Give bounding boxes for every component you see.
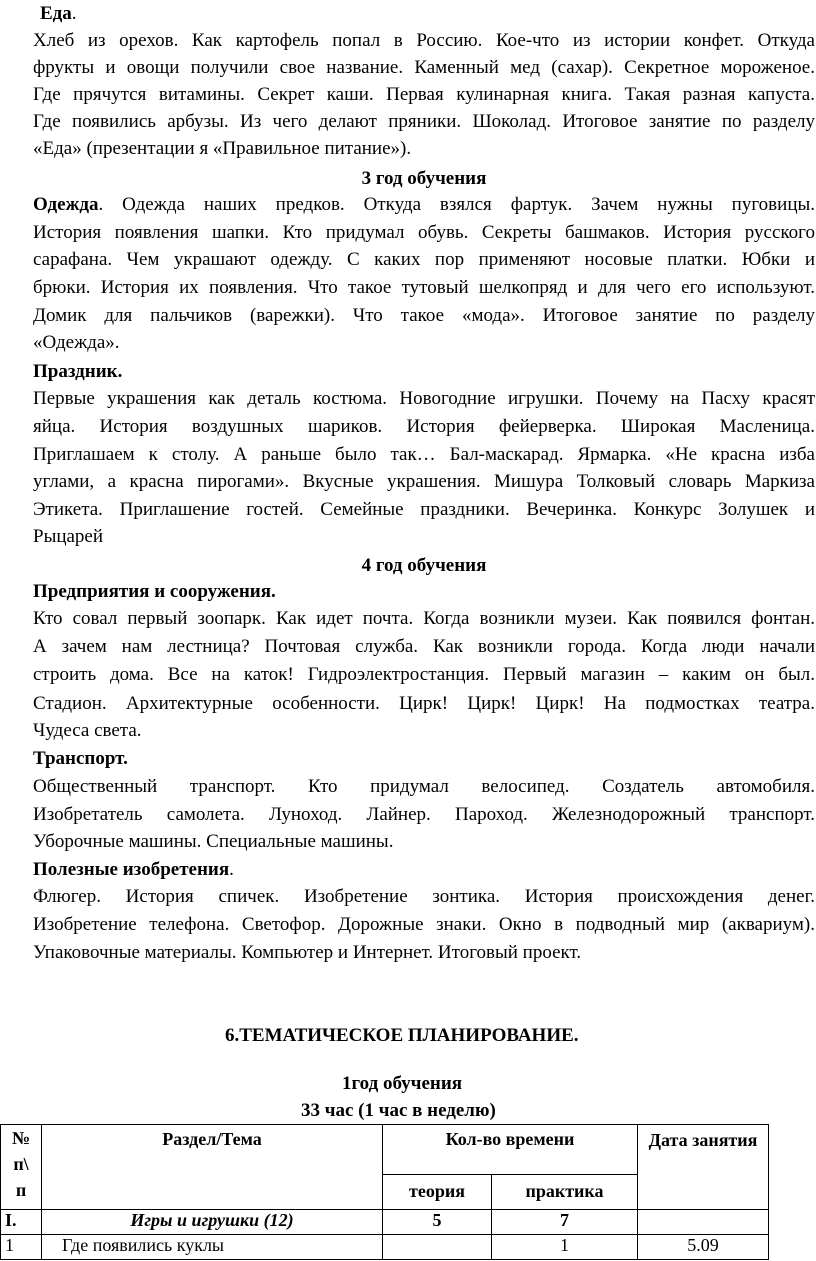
- cell-date: [638, 1210, 769, 1235]
- text-line: сарафана. Чем украшают одежду. С каких пор применяют носовые платки. Юбки и: [33, 249, 815, 270]
- text-line: Хлеб из орехов. Как картофель попал в Россию. Кое-что из истории конфет. Откуда: [33, 30, 815, 51]
- header-theory: теория: [383, 1174, 492, 1209]
- cell-topic: Игры и игрушки (12): [42, 1210, 383, 1235]
- year-1-heading: 1год обучения: [342, 1073, 463, 1094]
- text-line: брюки. История их появления. Что такое тутовый шелкопряд и для чего его используют.: [33, 277, 815, 298]
- planning-table-wrap: [0, 1124, 769, 1260]
- header-date: Дата занятия: [638, 1125, 769, 1210]
- cell-date: 5.09: [638, 1235, 769, 1260]
- table-row: [1, 1210, 769, 1235]
- section-heading-enterprises: Предприятия и сооружения.: [33, 581, 276, 602]
- text-line: «Еда» (презентации я «Правильное питание»).: [33, 138, 412, 159]
- text-line: Приглашаем к столу. А раньше было так… Бал-маскарад. Ярмарка. «Не красна изба: [33, 444, 815, 465]
- page-title: 6.ТЕМАТИЧЕСКОЕ ПЛАНИРОВАНИЕ.: [225, 1025, 579, 1046]
- section-heading-food: Еда.: [40, 3, 77, 24]
- header-practice: практика: [492, 1174, 638, 1209]
- section-heading-inventions: Полезные изобретения.: [33, 859, 234, 880]
- text-line: яйца. История воздушных шариков. История фейерверка. Широкая Масленица.: [33, 416, 815, 437]
- cell-theory: 5: [383, 1210, 492, 1235]
- text-line: Стадион. Архитектурные особенности. Цирк! Цирк! Цирк! На подмостках театра.: [33, 693, 815, 714]
- text-line: Упаковочные материалы. Компьютер и Интернет. Итоговый проект.: [33, 942, 582, 963]
- table-row: [1, 1235, 769, 1260]
- year-heading-3: 3 год обучения: [361, 168, 487, 189]
- cell-practice: 7: [492, 1210, 638, 1235]
- text-line: строить дома. Все на каток! Гидроэлектростанция. Первый магазин – каким он был.: [33, 664, 815, 685]
- cell-practice: 1: [492, 1235, 638, 1260]
- text-line: Этикета. Приглашение гостей. Семейные праздники. Вечеринка. Конкурс Золушек и: [33, 499, 815, 520]
- header-num-line: п\: [13, 1154, 29, 1174]
- year-heading-4: 4 год обучения: [361, 555, 487, 576]
- text-line: История появления шапки. Кто придумал обувь. Секреты башмаков. История русского: [33, 222, 815, 243]
- text-line: Чудеса света.: [33, 720, 142, 741]
- text-line: Изобретение телефона. Светофор. Дорожные знаки. Окно в подводный мир (аквариум).: [33, 914, 815, 935]
- planning-table: [0, 1124, 769, 1260]
- text-line: Где прячутся витамины. Секрет каши. Первая кулинарная книга. Такая разная капуста.: [33, 84, 815, 105]
- text-line: Уборочные машины. Специальные машины.: [33, 831, 394, 852]
- text-line: Флюгер. История спичек. Изобретение зонтика. История происхождения денег.: [33, 886, 815, 907]
- header-num-line: №: [11, 1128, 31, 1148]
- header-topic: Раздел/Тема: [42, 1125, 383, 1210]
- section-heading-transport: Транспорт.: [33, 748, 128, 769]
- text-line: Изобретатель самолета. Луноход. Лайнер. Пароход. Железнодорожный транспорт.: [33, 804, 815, 825]
- text-line: Общественный транспорт. Кто придумал велосипед. Создатель автомобиля.: [33, 776, 815, 797]
- cell-theory: [383, 1235, 492, 1260]
- header-time: Кол-во времени: [383, 1125, 638, 1175]
- section-clothing-line: Одежда. Одежда наших предков. Откуда взялся фартук. Зачем нужны пуговицы.: [33, 194, 815, 215]
- text-line: Домик для пальчиков (варежки). Что такое «мода». Итоговое занятие по разделу: [33, 305, 815, 326]
- text-line: «Одежда».: [33, 332, 120, 353]
- text-line: углами, а красна пирогами». Вкусные украшения. Мишура Толковый словарь Маркиза: [33, 471, 815, 492]
- text-line: фрукты и овощи получили свое название. Каменный мед (сахар). Секретное мороженое.: [33, 57, 815, 78]
- text-line: Кто совал первый зоопарк. Как идет почта. Когда возникли музеи. Как появился фонтан.: [33, 608, 815, 629]
- text-line: Рыцарей: [33, 526, 104, 547]
- hours-heading: 33 час (1 час в неделю): [301, 1100, 496, 1121]
- cell-num: I.: [1, 1210, 42, 1235]
- cell-topic: Где появились куклы: [42, 1235, 383, 1260]
- section-heading-holiday: Праздник.: [33, 361, 123, 382]
- header-num-line: п: [15, 1180, 27, 1200]
- cell-num: 1: [1, 1235, 42, 1260]
- text-line: А зачем нам лестница? Почтовая служба. Как возникли города. Когда люди начали: [33, 636, 815, 657]
- text-line: Где появились арбузы. Из чего делают пряники. Шоколад. Итоговое занятие по разделу: [33, 111, 815, 132]
- text-line: Первые украшения как деталь костюма. Новогодние игрушки. Почему на Пасху красят: [33, 388, 815, 409]
- header-num: [1, 1125, 42, 1210]
